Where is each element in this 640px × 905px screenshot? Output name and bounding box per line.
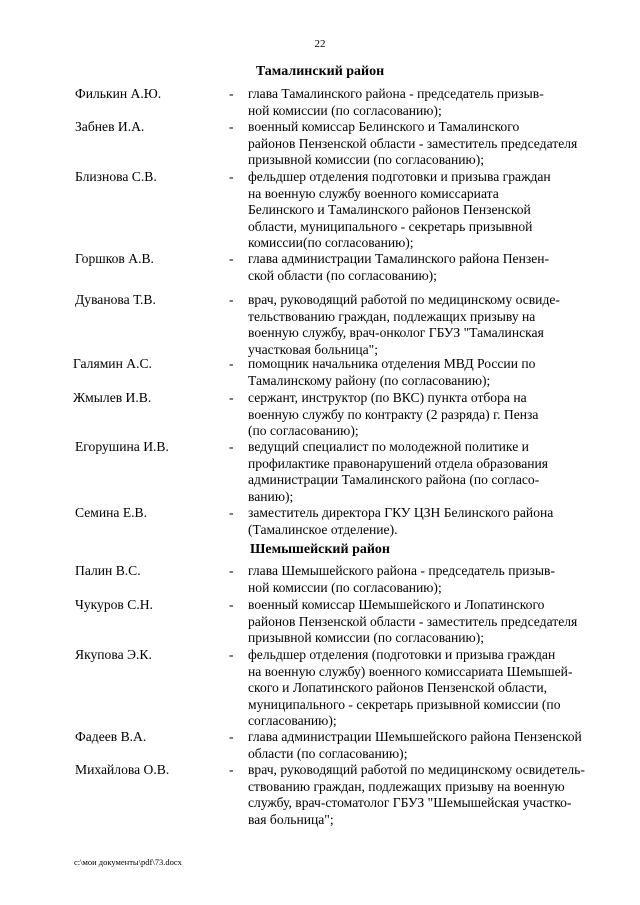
dash-separator: - xyxy=(229,647,234,662)
member-role: ведущий специалист по молодежной политике и профилактике правонарушений отдела образования администрации Тамалинского района (по согласо- ванию); xyxy=(248,439,549,504)
member-name: Якупова Э.К. xyxy=(75,647,152,662)
dash-separator: - xyxy=(229,251,234,266)
member-name: Дуванова Т.В. xyxy=(75,292,156,307)
member-role: военный комиссар Белинского и Тамалинского районов Пензенской области - заместитель председателя призывной комиссии (по согласованию); xyxy=(248,119,578,167)
dash-separator: - xyxy=(229,390,234,405)
member-name: Палин В.С. xyxy=(75,563,141,578)
member-role: фельдшер отделения (подготовки и призыва граждан на военную службу) военного комиссариата Шемышей- ского и Лопатинского районов Пензенской области, муниципального - секретарь призывной комиссии (по согласованию); xyxy=(248,647,573,728)
dash-separator: - xyxy=(229,597,234,612)
page-number: 22 xyxy=(314,38,326,50)
member-name: Жмылев И.В. xyxy=(73,390,152,405)
dash-separator: - xyxy=(229,762,234,777)
dash-separator: - xyxy=(229,119,234,134)
member-name: Филькин А.Ю. xyxy=(75,86,162,101)
member-name: Фадеев В.А. xyxy=(75,729,147,744)
member-name: Чукуров С.Н. xyxy=(75,597,153,612)
member-name: Галямин А.С. xyxy=(73,356,152,371)
dash-separator: - xyxy=(229,292,234,307)
member-name: Семина Е.В. xyxy=(75,505,148,520)
member-role: помощник начальника отделения МВД России по Тамалинскому району (по согласованию); xyxy=(248,356,536,388)
member-role: сержант, инструктор (по ВКС) пункта отбора на военную службу по контракту (2 разряда) г. Пенза (по согласованию); xyxy=(248,390,539,438)
dash-separator: - xyxy=(229,505,234,520)
member-role: глава Тамалинского района - председатель призыв- ной комиссии (по согласованию); xyxy=(248,86,544,118)
footer-file-path: c:\мои документы\pdf\73.docx xyxy=(74,857,182,867)
dash-separator: - xyxy=(229,169,234,184)
member-name: Близнова С.В. xyxy=(75,169,157,184)
member-role: военный комиссар Шемышейского и Лопатинского районов Пензенской области - заместитель председателя призывной комиссии (по согласованию); xyxy=(248,597,578,645)
dash-separator: - xyxy=(229,356,234,371)
dash-separator: - xyxy=(229,563,234,578)
member-role: фельдшер отделения подготовки и призыва граждан на военную службу военного комиссариата Белинского и Тамалинского районов Пензенской области, муниципального - секретарь призывной комиссии(по согласованию); xyxy=(248,169,551,250)
section-title-tamalinsky: Тамалинский район xyxy=(255,64,385,79)
section-title-shemysheysky: Шемышейский район xyxy=(250,542,390,557)
member-name: Егорушина И.В. xyxy=(75,439,169,454)
member-role: глава администрации Тамалинского района Пензен- ской области (по согласованию); xyxy=(248,251,550,283)
member-role: врач, руководящий работой по медицинскому освидетель- ствованию граждан, подлежащих призыву на военную службу, врач-стоматолог ГБУЗ "Шемышейская участко- вая больница"; xyxy=(248,762,585,827)
member-name: Горшков А.В. xyxy=(75,251,154,266)
dash-separator: - xyxy=(229,729,234,744)
member-name: Михайлова О.В. xyxy=(75,762,170,777)
member-role: глава Шемышейского района - председатель призыв- ной комиссии (по согласованию); xyxy=(248,563,555,595)
member-role: врач, руководящий работой по медицинскому освиде- тельствованию граждан, подлежащих призыву на военную службу, врач-онколог ГБУЗ "Тамалинская участковая больница"; xyxy=(248,292,560,357)
dash-separator: - xyxy=(229,86,234,101)
member-role: заместитель директора ГКУ ЦЗН Белинского района (Тамалинское отделение). xyxy=(248,505,554,537)
member-name: Забнев И.А. xyxy=(75,119,145,134)
member-role: глава администрации Шемышейского района Пензенской области (по согласованию); xyxy=(248,729,582,761)
dash-separator: - xyxy=(229,439,234,454)
